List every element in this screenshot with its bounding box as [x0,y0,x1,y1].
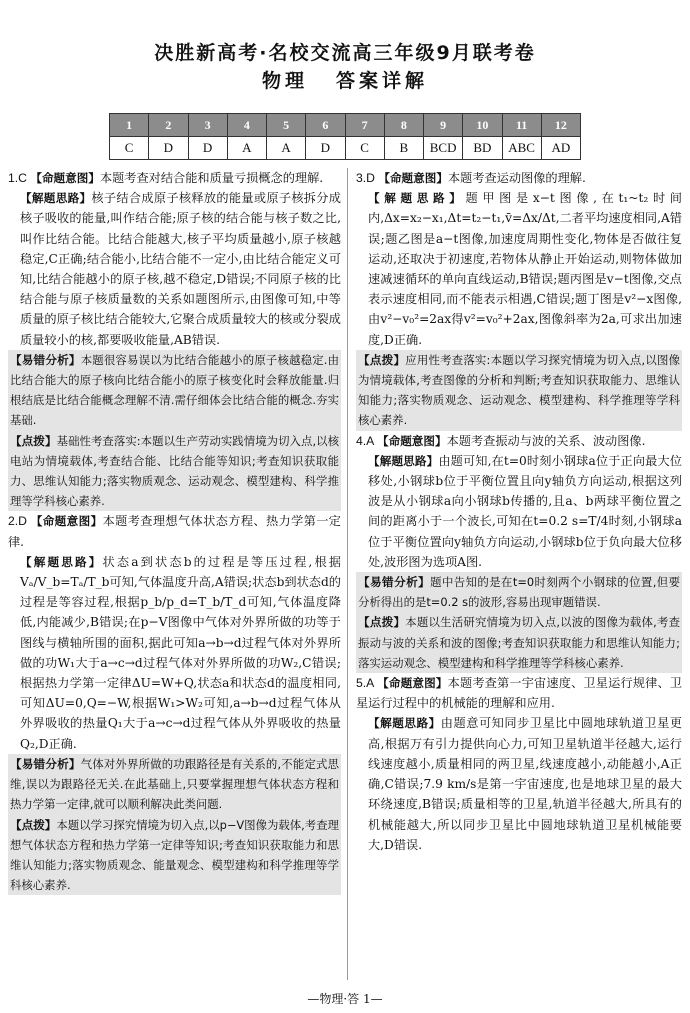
section-text: 由题可知,在t=0时刻小钢球a位于正向最大位移处,小钢球b位于平衡位置且向y轴负方向运动,根据这列波是从小钢球a向小钢球b传播的,且a、b两球平衡位置之间的距离小于一个波长,可知在t=0.2 s=T/4时刻,小钢球a位于平衡位置向y轴负方向运动,小钢球b位于负向最大位移处,波形图为选项A图. [368,453,682,569]
question-number-cell: 8 [384,114,423,137]
question-heading [8,511,341,551]
question-number: 1.C [8,171,31,185]
note-block [8,815,341,896]
question-number-cell: 12 [541,114,580,137]
question-number-cell: 7 [345,114,384,137]
section-text: 本题以生活研究情境为切入点,以波的图像为载体,考查振动与波的关系和波的图像;考查知识获取能力和思维认知能力;落实运动观念、模型建构和科学推理等学科核心素养. [358,615,680,670]
solution-paragraph [8,552,341,754]
question-number-cell: 1 [110,114,149,137]
question-number-cell: 3 [188,114,227,137]
answer-cell: D [149,137,188,160]
section-text: 题甲图是x−t图像,在t₁~t₂时间内,Δx=x₂−x₁,Δt=t₂−t₁,v̄=Δx/Δt,二者平均速度相同,A错误;题乙图是a−t图像,加速度周期性变化,物体是否做往复运动,还取决于初速度,若物体从静止开始运动,则物体做加速减速循环的单向直线运动,B错误;题丙图是v−t图像,交点表示速度相同,而不能表示相遇,C错误;题丁图是v²−x图像,由v²−v₀²=2ax得v²=v₀²+2ax,图像斜率为2a,可求出加速度,D正确. [368,191,682,347]
answer-cell: BD [463,137,502,160]
subtitle-label: 答案详解 [336,70,429,92]
section-text: 本题考查振动与波的关系、波动图像. [446,433,646,448]
section-tag: 【解题思路】 [368,453,439,468]
section-tag: 【易错分析】 [358,575,431,590]
question-number-cell: 2 [149,114,188,137]
question-heading [356,431,682,451]
right-column [356,168,682,855]
answer-cell: D [306,137,345,160]
answer-cell: ABC [502,137,541,160]
section-text: 应用性考查落实:本题以学习探究情境为切入点,以图像为情境载体,考查图像的分析和判断;考查知识获取能力、思维认知能力;落实物质观念、运动观念、模型建构、科学推理等学科核心素养. [358,352,680,428]
section-tag: 【易错分析】 [10,756,81,771]
section-text: 基础性考查落实:本题以生产劳动实践情境为切入点,以核电站为情境载体,考查结合能、比结合能等知识;考查知识获取能力、思维认知能力;落实物质观念、运动观念、模型建构、科学推理等学科核心素养. [10,433,339,509]
section-text: 本题考查运动图像的理解. [447,171,586,185]
question-number-cell: 9 [424,114,463,137]
section-text: 本题很容易误以为比结合能越小的原子核越稳定.由比结合能大的原子核向比结合能小的原子核变化时会释放能量.归根结底是比结合能概念理解不清.需仔细体会比结合能的概念.夯实基础. [10,352,339,428]
question-heading [356,673,682,713]
question-number-cell: 4 [227,114,266,137]
section-tag: 【解题思路】 [368,191,466,206]
question-number-cell: 6 [306,114,345,137]
question-number-cell: 10 [463,114,502,137]
section-tag: 【点拨】 [10,817,57,832]
section-text: 本题考查对结合能和质量亏损概念的理解. [99,171,324,185]
question-number: 4.A [356,433,378,448]
question-heading [356,168,682,188]
answer-key-table [109,113,581,160]
note-block [356,350,682,431]
note-block [8,754,341,815]
section-tag: 【解题思路】 [20,554,103,569]
answer-cell: A [227,137,266,160]
solution-paragraph [356,188,682,350]
solution-paragraph [8,188,341,350]
answer-cell: A [267,137,306,160]
answer-cell: BCD [424,137,463,160]
left-column [8,168,341,895]
question-number: 5.A [356,676,378,691]
page-title: 决胜新高考·名校交流高三年级9月联考卷 [154,42,536,64]
note-block [8,431,341,512]
column-divider [347,168,348,980]
section-tag: 【点拨】 [358,615,406,630]
question-heading [8,168,341,188]
section-text: 由题意可知同步卫星比中圆地球轨道卫星更高,根据万有引力提供向心力,可知卫星轨道半径越大,运行线速度越小,质量相同的两卫星,线速度越小,动能越小,A正确,C错误;7.9 km/s是第一宇宙速度,也是地球卫星的最大环绕速度,B错误;质量相等的卫星,轨道半径越大,所具有的机械能越大,所以同步卫星比中圆地球轨道卫星机械能要大,D错误. [368,716,682,852]
section-tag: 【解题思路】 [368,716,441,731]
solution-paragraph [356,451,682,572]
answer-cell: C [110,137,149,160]
answer-row [110,137,581,160]
note-block [356,572,682,612]
section-tag: 【命题意图】 [30,514,103,529]
section-tag: 【命题意图】 [377,676,448,691]
section-text: 本题考查理想气体状态方程、热力学第一定律. [8,514,341,549]
solution-paragraph [356,713,682,854]
section-text: 状态a到状态b的过程是等压过程,根据Vₐ/V_b=Tₐ/T_b可知,气体温度升高,A错误;状态b到状态d的过程是等容过程,根据p_b/p_d=T_b/T_d可知,气体温度降低,内能减少,B错误;在p−V图像中气体对外界所做的功等于图线与横轴所围的面积,据此可知a→b→d过程气体对外界所做的功W₁大于a→c→d过程气体对外界所做的功W₂,C错误;根据热力学第一定律ΔU=W+Q,状态a和状态d的温度相同,可知ΔU=0,Q=−W,根据W₁>W₂可知,a→b→d过程气体从外界吸收的热量Q₁大于a→c→d过程气体从外界吸收的热量Q₂,D正确. [20,554,341,751]
section-tag: 【命题意图】 [30,171,100,185]
answer-cell: D [188,137,227,160]
section-tag: 【易错分析】 [10,352,81,367]
question-number: 3.D [356,171,379,185]
section-tag: 【解题思路】 [20,191,92,206]
question-number-row [110,114,581,137]
page-footer: —物理·答 1— [307,992,383,1006]
question-number: 2.D [8,514,31,529]
page-subtitle [0,66,690,93]
question-number-cell: 11 [502,114,541,137]
section-tag: 【点拨】 [358,352,406,367]
answer-cell: C [345,137,384,160]
answer-cell: AD [541,137,580,160]
note-block [8,350,341,431]
section-text: 核子结合成原子核释放的能量或原子核拆分成核子吸收的能量,叫作结合能;原子核的结合能与核子数之比,叫作比结合能。比结合能越大,核子平均质量越小,原子核越稳定,C正确;结合能小,比结合能不一定小,由比结合能定义可知,比结合能越小的原子核,越不稳定,D错误;不同原子核的比结合能与原子核质量数的关系如题图所示,由图像可知,中等质量的原子核比结合能较大,它聚合成质量较大的核或分裂成质量较小的核,都要吸收能量,AB错误. [20,191,341,347]
section-tag: 【点拨】 [10,433,57,448]
section-text: 气体对外界所做的功跟路径是有关系的,不能定式思维,误以为跟路径无关.在此基础上,只要掌握理想气体状态方程和热力学第一定律,就可以顺利解决此类问题. [10,756,339,812]
section-tag: 【命题意图】 [377,433,447,448]
section-text: 题中告知的是在t=0时刻两个小钢球的位置,但要分析得出的是t=0.2 s的波形,容易出现审题错误. [358,575,680,610]
section-text: 本题考查第一宇宙速度、卫星运行规律、卫星运行过程中的机械能的理解和应用. [356,676,683,711]
subject-label: 物理 [261,70,308,92]
answer-cell: B [384,137,423,160]
note-block [356,612,682,673]
question-number-cell: 5 [267,114,306,137]
section-tag: 【命题意图】 [378,171,448,185]
section-text: 本题以学习探究情境为切入点,以p−V图像为载体,考查理想气体状态方程和热力学第一定律等知识;考查知识获取能力和思维认知能力;落实物质观念、能量观念、模型建构和科学推理等学科核心素养. [10,817,339,893]
